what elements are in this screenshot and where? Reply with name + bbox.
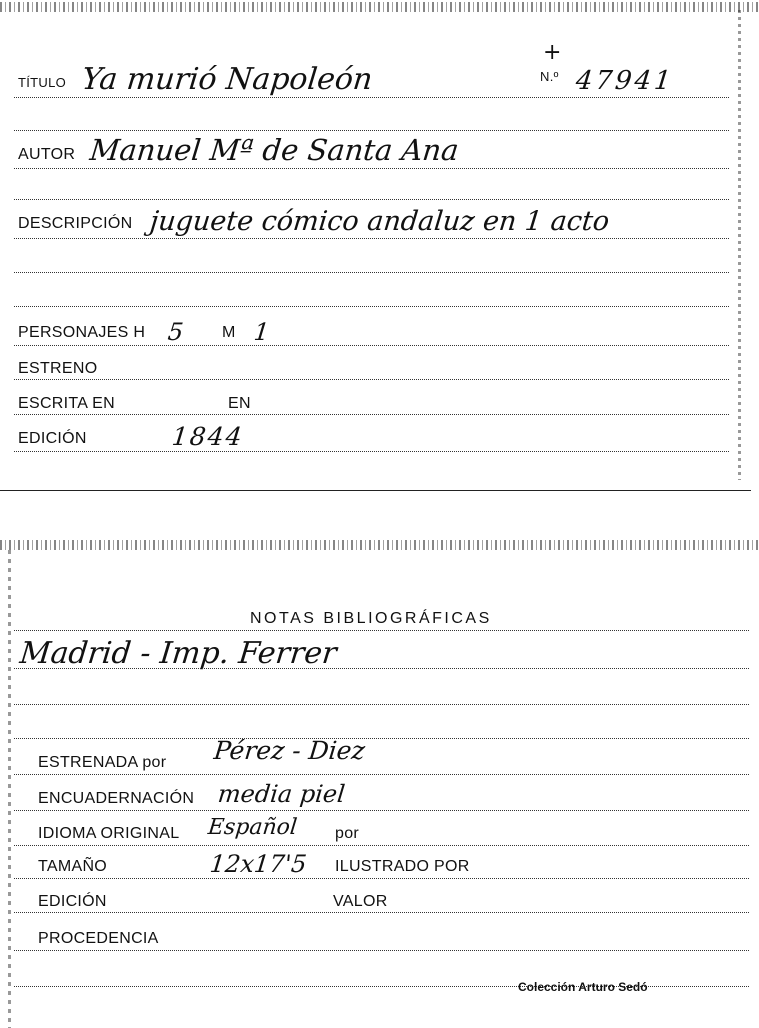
blank-line xyxy=(14,306,729,307)
numero-label: N.º xyxy=(540,69,559,84)
encuadernacion-value: media piel xyxy=(216,780,347,808)
por-label: por xyxy=(335,825,360,842)
edicion-line xyxy=(14,451,729,452)
catalog-card-front xyxy=(0,0,759,492)
blank-line xyxy=(14,130,729,131)
valor-label: VALOR xyxy=(333,893,388,910)
autor-label: AUTOR xyxy=(18,146,76,163)
tamano-label: TAMAÑO xyxy=(38,858,108,875)
edicion-value: 1844 xyxy=(170,422,246,451)
edicion-label: EDICIÓN xyxy=(18,430,87,447)
card-top-edge xyxy=(0,540,759,550)
card-top-edge xyxy=(0,2,759,12)
estreno-line xyxy=(14,379,729,380)
idioma-line xyxy=(14,845,749,846)
titulo-label: TÍTULO xyxy=(18,75,67,90)
numero-value: 47941 xyxy=(574,66,676,96)
edicion-line xyxy=(14,912,749,913)
notes-title: NOTAS BIBLIOGRÁFICAS xyxy=(250,610,492,627)
encuadernacion-line xyxy=(14,810,749,811)
card-right-edge xyxy=(738,10,741,480)
blank-line xyxy=(14,738,749,739)
tamano-line xyxy=(14,878,749,879)
personajes-m-label: M xyxy=(222,324,236,341)
personajes-m-value: 1 xyxy=(252,318,271,346)
estreno-label: ESTRENO xyxy=(18,360,98,377)
notes-title-line xyxy=(14,630,749,631)
ilustrado-label: ILUSTRADO POR xyxy=(335,858,470,875)
notes-line xyxy=(14,668,749,669)
personajes-h-value: 5 xyxy=(166,318,185,346)
blank-line xyxy=(14,272,729,273)
titulo-value: Ya murió Napoleón xyxy=(80,62,375,97)
encuadernacion-label: ENCUADERNACIÓN xyxy=(38,790,195,807)
tamano-value: 12x17'5 xyxy=(208,850,308,878)
personajes-line xyxy=(14,345,729,346)
idioma-value: Español xyxy=(206,815,299,840)
notes-value: Madrid - Imp. Ferrer xyxy=(18,636,339,671)
card-left-edge xyxy=(8,550,11,1028)
catalog-card-back xyxy=(0,540,759,1028)
card-cut-line xyxy=(0,490,751,491)
descripcion-line xyxy=(14,238,729,239)
edicion-label: EDICIÓN xyxy=(38,893,107,910)
estrenada-value: Pérez - Diez xyxy=(212,736,367,765)
en-label: EN xyxy=(228,395,251,412)
collection-credit: Colección Arturo Sedó xyxy=(518,980,648,994)
escrita-line xyxy=(14,414,729,415)
idioma-label: IDIOMA ORIGINAL xyxy=(38,825,180,842)
escrita-label: ESCRITA EN xyxy=(18,395,115,412)
descripcion-value: juguete cómico andaluz en 1 acto xyxy=(148,206,611,237)
procedencia-label: PROCEDENCIA xyxy=(38,930,159,947)
titulo-line xyxy=(14,97,729,98)
personajes-label: PERSONAJES H xyxy=(18,324,146,341)
descripcion-label: DESCRIPCIÓN xyxy=(18,215,133,232)
cross-mark: + xyxy=(543,40,562,65)
procedencia-line xyxy=(14,950,749,951)
blank-line xyxy=(14,199,729,200)
estrenada-line xyxy=(14,774,749,775)
blank-line xyxy=(14,704,749,705)
autor-line xyxy=(14,168,729,169)
autor-value: Manuel Mª de Santa Ana xyxy=(88,133,461,167)
estrenada-label: ESTRENADA por xyxy=(38,754,167,771)
